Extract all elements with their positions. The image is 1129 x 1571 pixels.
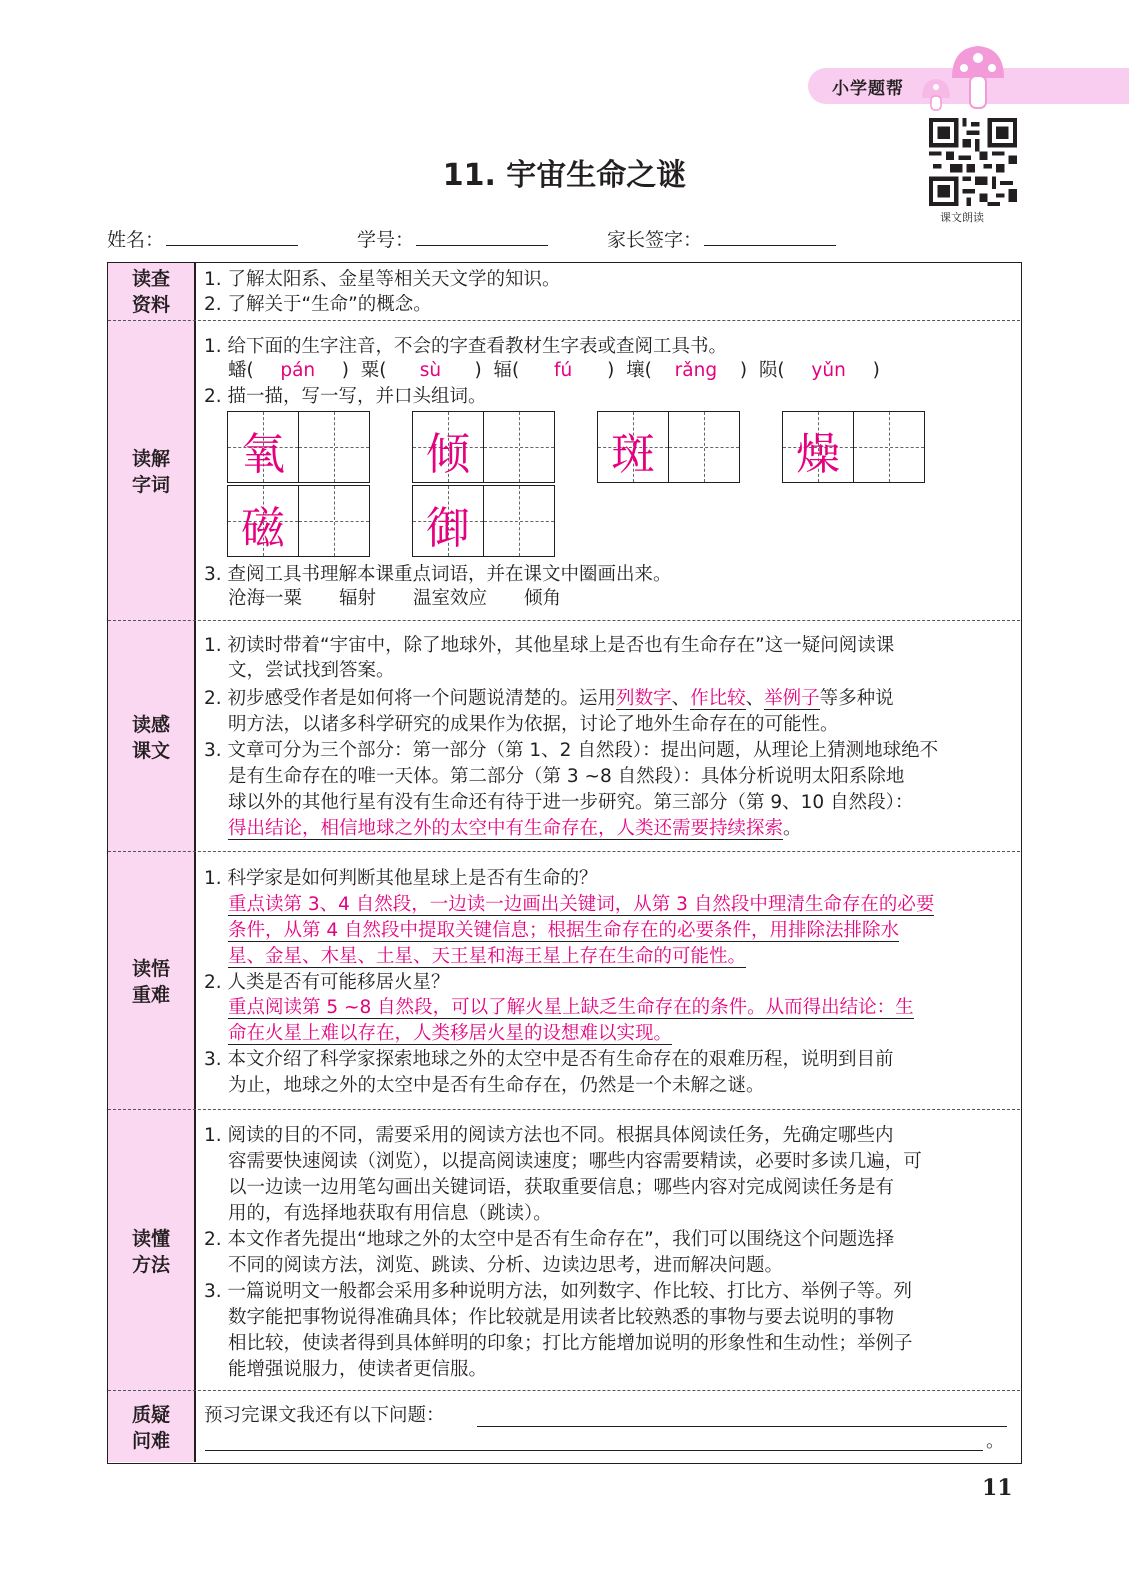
- student-id-blank[interactable]: [416, 229, 548, 246]
- research-line-1: 1. 了解太阳系、金星等相关天文学的知识。: [204, 269, 561, 290]
- student-id-label: 学号：: [357, 229, 415, 251]
- questions-end: 。: [986, 1431, 1005, 1452]
- method-list-numbers: 列数字: [616, 688, 672, 709]
- writing-grid[interactable]: [782, 411, 925, 483]
- vocab-item-3: 3. 查阅工具书理解本课重点词语，并在课文中圈画出来。: [204, 564, 672, 585]
- pinyin-item[interactable]: 壤( rǎng ): [626, 360, 748, 381]
- reading-line: 是有生命存在的唯一天体。第二部分（第 3 ~8 自然段）：具体分析说明太阳系除地: [228, 766, 905, 787]
- section-head-methods: 读懂 方法: [131, 1228, 170, 1276]
- header-column: [108, 263, 194, 1462]
- name-blank[interactable]: [166, 229, 298, 246]
- section-head-questions: 质疑 问难: [131, 1404, 170, 1452]
- section-head-vocabulary: 读解 字词: [131, 448, 170, 496]
- reading-line: 明方法，以诸多科学研究的成果作为依据，讨论了地外生命存在的可能性。: [228, 714, 839, 735]
- writing-grid[interactable]: [412, 485, 555, 557]
- reading-line: 1. 初读时带着“宇宙中，除了地球外，其他星球上是否也有生命存在”这一疑问阅读课: [204, 635, 895, 656]
- pinyin-item[interactable]: 辐( fú ): [493, 360, 615, 381]
- writing-grid[interactable]: [227, 411, 370, 483]
- method-line: 容需要快速阅读（浏览），以提高阅读速度；哪些内容需要精读，必要时多读几遍，可: [228, 1151, 922, 1172]
- parent-signature-label: 家长签字：: [607, 229, 703, 251]
- method-line: 以一边读一边用笔勾画出关键词语，获取重要信息；哪些内容对完成阅读任务是有: [228, 1177, 895, 1198]
- parent-signature-field[interactable]: [607, 225, 836, 252]
- name-field[interactable]: [107, 225, 298, 252]
- section-head-key-points: 读悟 重难: [131, 958, 170, 1006]
- row-divider: [108, 851, 1020, 852]
- method-line: 相比较，使读者得到具体鲜明的印象；打比方能增加说明的形象性和生动性；举例子: [228, 1333, 913, 1354]
- method-line: 数字能把事物说得准确具体；作比较就是用读者比较熟悉的事物与要去说明的事物: [228, 1307, 895, 1328]
- questions-prompt: 预习完课文我还有以下问题：: [204, 1405, 445, 1426]
- key-answer: 条件，从第 4 自然段中提取关键信息；根据生命存在的必要条件，用排除法排除水: [228, 920, 900, 941]
- pinyin-item[interactable]: 陨( yǔn ): [758, 360, 880, 381]
- reading-line: 2. 初步感受作者是如何将一个问题说清楚的。运用列数字、作比较、举例子等多种说: [204, 688, 894, 709]
- key-answer: 重点读第 3、4 自然段，一边读一边画出关键词，从第 3 自然段中理清生命存在的必要: [228, 894, 935, 915]
- method-compare: 作比较: [690, 688, 746, 709]
- trace-char: 倾: [426, 429, 470, 480]
- row-divider: [108, 1109, 1020, 1110]
- key-line: 3. 本文介绍了科学家探索地球之外的太空中是否有生命存在的艰难历程，说明到目前: [204, 1049, 894, 1070]
- reading-line: 3. 文章可分为三个部分：第一部分（第 1、2 自然段）：提出问题，从理论上猜测地球绝不: [204, 740, 939, 761]
- key-words: 沧海一粟 辐射 温室效应 倾角: [228, 588, 562, 609]
- name-label: 姓名：: [107, 229, 165, 251]
- page-number: 11: [982, 1475, 1013, 1501]
- vocab-item-2: 2. 描一描，写一写，并口头组词。: [204, 386, 487, 407]
- method-line: 2. 本文作者先提出“地球之外的太空中是否有生命存在”，我们可以围绕这个问题选择: [204, 1229, 895, 1250]
- key-answer: 重点阅读第 5 ~8 自然段，可以了解火星上缺乏生命存在的条件。从而得出结论：生: [228, 997, 914, 1018]
- parent-signature-blank[interactable]: [704, 229, 836, 246]
- method-examples: 举例子: [764, 688, 820, 709]
- reading-line: 球以外的其他行星有没有生命还有待于进一步研究。第三部分（第 9、10 自然段）：: [228, 792, 914, 813]
- trace-char: 氧: [241, 429, 285, 480]
- vocab-item-1: 1. 给下面的生字注音，不会的字查看教材生字表或查阅工具书。: [204, 336, 728, 357]
- row-divider: [108, 320, 1020, 321]
- brand-label: 小学题帮: [832, 79, 904, 99]
- key-answer: 命在火星上难以存在，人类移居火星的设想难以实现。: [228, 1023, 673, 1044]
- method-line: 能增强说服力，使读者更信服。: [228, 1359, 488, 1380]
- reading-line: 得出结论，相信地球之外的太空中有生命存在，人类还需要持续探索。: [228, 818, 802, 839]
- key-line: 为止，地球之外的太空中是否有生命存在，仍然是一个未解之谜。: [228, 1075, 765, 1096]
- row-divider: [108, 620, 1020, 621]
- trace-char: 御: [426, 503, 470, 554]
- qr-label: 课文朗读: [940, 211, 984, 224]
- method-line: 1. 阅读的目的不同，需要采用的阅读方法也不同。根据具体阅读任务，先确定哪些内: [204, 1125, 894, 1146]
- trace-char: 斑: [611, 429, 655, 480]
- question-blank-1[interactable]: [477, 1426, 1007, 1427]
- trace-char: 磁: [241, 503, 285, 554]
- writing-grid[interactable]: [227, 485, 370, 557]
- research-line-2: 2. 了解关于“生命”的概念。: [204, 294, 432, 315]
- writing-grid[interactable]: [412, 411, 555, 483]
- section-head-reading: 读感 课文: [131, 714, 170, 762]
- page-title: 11. 宇宙生命之谜: [442, 158, 687, 193]
- trace-char: 燥: [796, 429, 840, 480]
- writing-grid[interactable]: [597, 411, 740, 483]
- pinyin-item[interactable]: 蟠( pán ): [228, 360, 349, 381]
- student-id-field[interactable]: [357, 225, 548, 252]
- method-line: 3. 一篇说明文一般都会采用多种说明方法，如列数字、作比较、打比方、举例子等。列: [204, 1281, 913, 1302]
- pinyin-item[interactable]: 粟( sù ): [360, 360, 482, 381]
- mushroom-icon: [918, 40, 1008, 112]
- reading-line: 文，尝试找到答案。: [228, 660, 395, 681]
- question-blank-2[interactable]: [205, 1450, 983, 1451]
- column-divider: [194, 263, 196, 1462]
- method-line: 用的，有选择地获取有用信息（跳读）。: [228, 1203, 552, 1224]
- reading-answer: 得出结论，相信地球之外的太空中有生命存在，人类还需要持续探索: [228, 818, 784, 839]
- method-line: 不同的阅读方法，浏览、跳读、分析、边读边思考，进而解决问题。: [228, 1255, 784, 1276]
- pinyin-row: [228, 359, 880, 383]
- section-head-research: 读查 资料: [131, 268, 170, 316]
- key-line: 1. 科学家是如何判断其他星球上是否有生命的？: [204, 868, 598, 889]
- key-answer: 星、金星、木星、土星、天王星和海王星上存在生命的可能性。: [228, 946, 747, 967]
- key-line: 2. 人类是否有可能移居火星？: [204, 972, 450, 993]
- row-divider: [108, 1390, 1020, 1391]
